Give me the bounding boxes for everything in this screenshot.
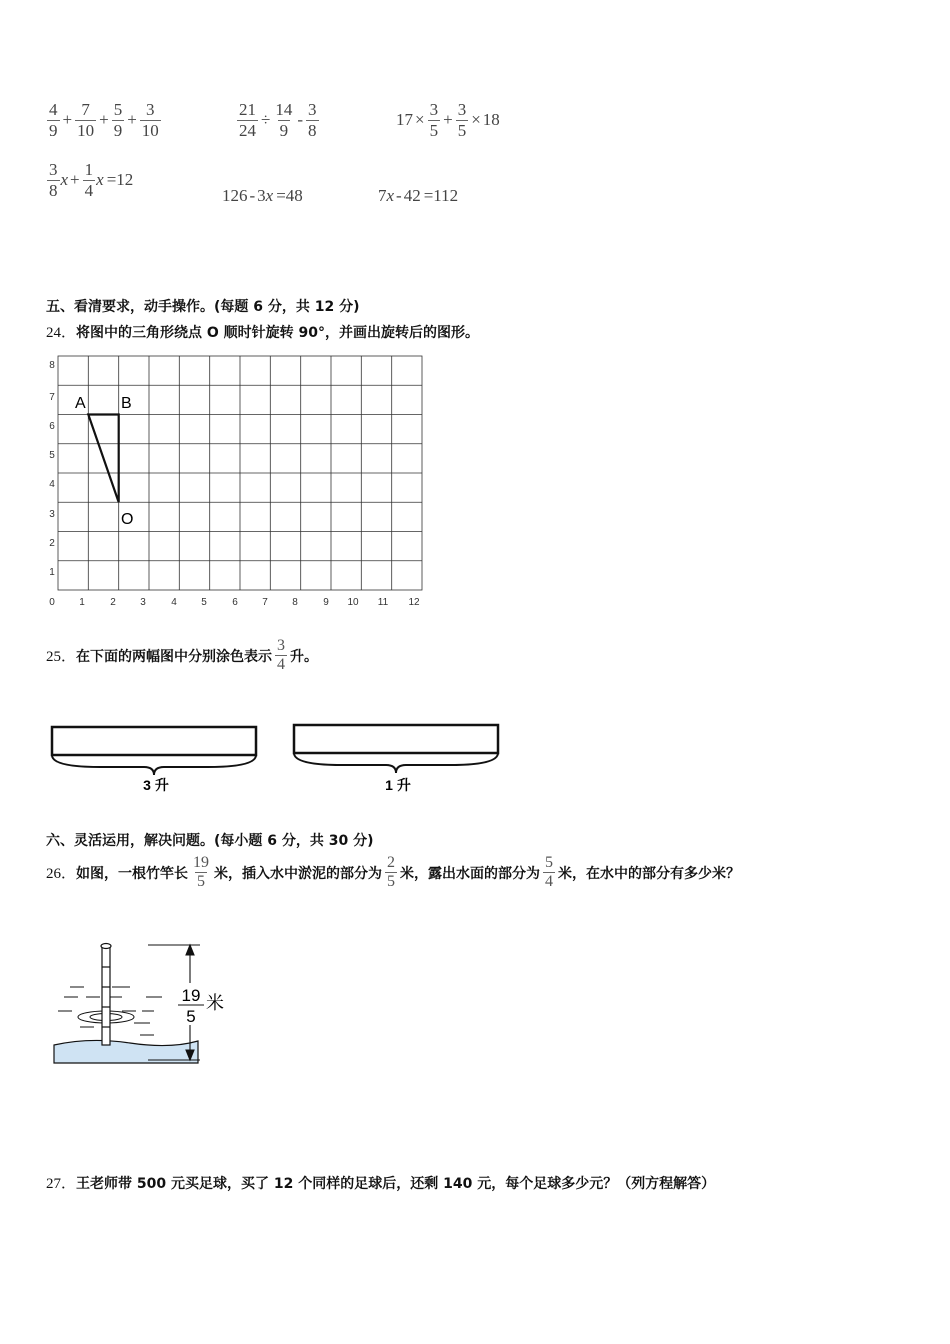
figure-fraction-denominator: 5	[186, 1007, 196, 1026]
point-o-label: O	[121, 511, 134, 528]
y-tick-label: 1	[49, 567, 55, 578]
variable: x	[265, 186, 274, 205]
x-tick-label: 6	[232, 597, 238, 608]
bar-1-liter	[294, 725, 498, 753]
operator: ×	[471, 110, 481, 130]
question-text: 米，露出水面的部分为	[400, 865, 541, 882]
question-text: 将图中的三角形绕点 O 顺时针旋转 90°，并画出旋转后的图形。	[76, 324, 480, 341]
number: 126	[222, 186, 248, 205]
fraction: $\frac{5}{4}$	[545, 854, 554, 891]
bamboo-pole	[101, 944, 111, 1046]
operator: +	[99, 110, 109, 130]
x-tick-label: 7	[262, 597, 268, 608]
fraction: $\frac{3}{5}$	[457, 100, 467, 140]
section-6-title: 六、灵活运用，解决问题。(每小题 6 分，共 30 分)	[46, 833, 374, 849]
fraction: $\frac{2}{5}$	[387, 854, 396, 891]
fraction: $\frac{1}{4}$	[84, 160, 94, 200]
fraction: $\frac{7}{10}$	[77, 100, 95, 140]
equation-rhs: =48	[276, 186, 303, 205]
y-tick-label: 5	[49, 450, 55, 461]
bamboo-water-figure	[50, 935, 240, 1070]
x-tick-label: 0	[49, 597, 55, 608]
operator: +	[62, 110, 73, 130]
question-24	[46, 321, 479, 342]
brace-1-liter	[294, 753, 498, 773]
question-25	[46, 637, 318, 675]
expression-2	[236, 100, 320, 140]
y-tick-label: 3	[49, 509, 55, 520]
fraction: $\frac{3}{10}$	[141, 100, 159, 140]
equation-3	[378, 186, 458, 206]
x-tick-label: 2	[110, 597, 116, 608]
fraction: $\frac{3}{8}$	[308, 100, 317, 140]
grid-lines	[58, 356, 422, 590]
question-text: 升。	[290, 648, 319, 665]
fraction: $\frac{19}{5}$	[193, 854, 210, 891]
x-tick-label: 10	[347, 597, 359, 608]
triangle-abo	[88, 415, 118, 503]
equation-2	[222, 186, 303, 206]
expression-1	[46, 100, 162, 140]
fraction: $\frac{3}{8}$	[49, 160, 58, 200]
number: 42	[403, 186, 421, 205]
x-tick-label: 1	[79, 597, 85, 608]
fraction: $\frac{21}{24}$	[239, 100, 256, 140]
number: 17	[396, 110, 413, 130]
point-b-label: B	[121, 395, 132, 412]
x-tick-label: 8	[292, 597, 298, 608]
operator: +	[127, 110, 137, 130]
y-tick-label: 6	[49, 421, 55, 432]
point-a-label: A	[75, 395, 86, 412]
fraction: $\frac{5}{9}$	[113, 100, 123, 140]
operator: +	[443, 110, 453, 130]
x-tick-label: 3	[140, 597, 146, 608]
variable: x	[60, 170, 69, 190]
brace-3-liters	[52, 755, 256, 775]
x-tick-label: 5	[201, 597, 207, 608]
question-number: 26．	[46, 866, 77, 883]
x-tick-label: 11	[377, 597, 389, 608]
operator: -	[396, 186, 402, 205]
figure-unit-label: 米	[206, 993, 224, 1013]
equation-rhs: =12	[106, 170, 134, 190]
rotation-grid	[40, 350, 440, 612]
question-27	[46, 1172, 715, 1193]
question-text: 在下面的两幅图中分别涂色表示	[76, 648, 273, 665]
y-tick-label: 2	[49, 538, 55, 549]
fraction: $\frac{14}{9}$	[275, 100, 293, 140]
operator: -	[249, 186, 256, 205]
question-26	[46, 854, 740, 892]
question-text: 米，在水中的部分有多少米？	[558, 865, 741, 882]
equation-1	[46, 160, 133, 200]
equation-rhs: =112	[423, 186, 459, 205]
question-number: 25．	[46, 649, 77, 666]
x-tick-label: 12	[408, 597, 420, 608]
question-text: 王老师带 500 元买足球，买了 12 个同样的足球后，还剩 140 元，每个足球多少元？（列方程解答）	[76, 1175, 716, 1192]
number: 3	[257, 186, 266, 205]
x-tick-label: 4	[171, 597, 177, 608]
number: 7	[378, 186, 387, 205]
bar-label-1-liter: 1 升	[385, 777, 411, 793]
capacity-bars	[40, 715, 510, 800]
operator: -	[297, 110, 304, 130]
variable: x	[386, 186, 395, 205]
bar-3-liters	[52, 727, 256, 755]
variable: x	[96, 170, 104, 190]
operator: ×	[415, 110, 425, 130]
question-number: 24．	[46, 325, 77, 341]
operator: ÷	[261, 110, 271, 130]
operator: +	[70, 170, 80, 190]
expression-3	[396, 100, 500, 140]
section-5-title: 五、看清要求，动手操作。(每题 6 分，共 12 分)	[46, 299, 360, 315]
figure-fraction-numerator: 19	[181, 986, 201, 1005]
question-text: 米，插入水中淤泥的部分为	[214, 865, 383, 882]
question-text: 如图，一根竹竿长	[76, 865, 189, 882]
fraction: $\frac{3}{4}$	[277, 637, 286, 674]
bar-label-3-liters: 3 升	[143, 777, 169, 793]
y-tick-label: 4	[49, 479, 55, 490]
x-tick-label: 9	[323, 597, 329, 608]
question-number: 27．	[46, 1176, 77, 1192]
fraction: $\frac{3}{5}$	[429, 100, 439, 140]
number: 18	[482, 110, 500, 130]
x-axis-labels	[49, 597, 420, 608]
fraction: $\frac{4}{9}$	[49, 100, 58, 140]
y-tick-label: 8	[49, 360, 55, 371]
y-tick-label: 7	[49, 392, 55, 403]
y-axis-labels	[49, 360, 55, 578]
